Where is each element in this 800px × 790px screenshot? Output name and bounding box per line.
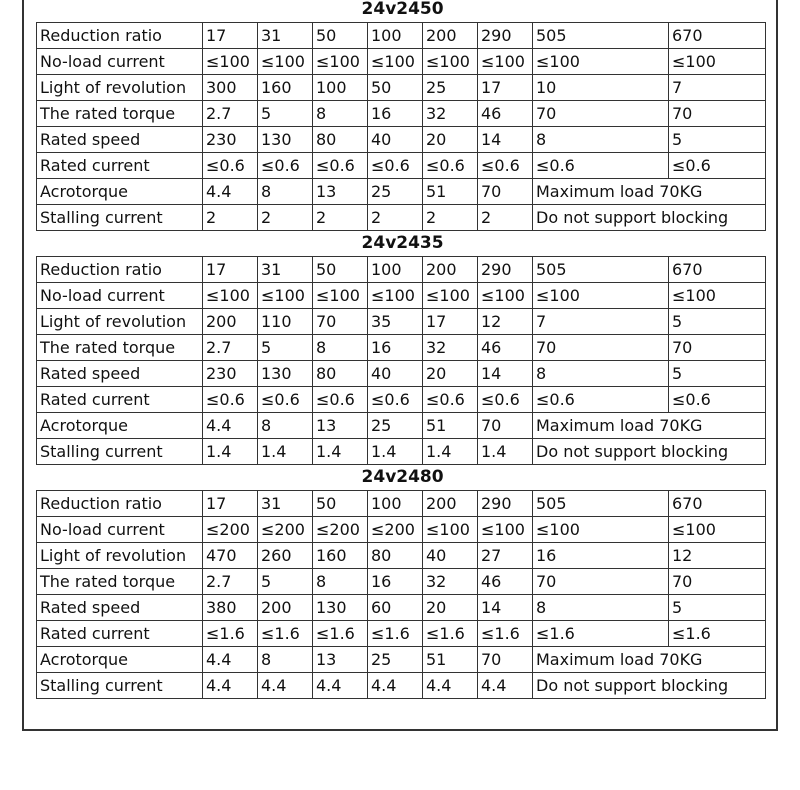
table-cell: 5 xyxy=(669,595,766,621)
table-cell: 5 xyxy=(258,335,313,361)
table-cell: 14 xyxy=(478,361,533,387)
table-cell: ≤100 xyxy=(533,517,669,543)
table-cell: 40 xyxy=(368,127,423,153)
table-cell: 4.4 xyxy=(203,413,258,439)
table-row xyxy=(37,543,766,569)
table-cell: ≤1.6 xyxy=(669,621,766,647)
table-row xyxy=(37,179,766,205)
table-cell: 32 xyxy=(423,569,478,595)
table-cell: 470 xyxy=(203,543,258,569)
table-cell: 70 xyxy=(478,413,533,439)
table-cell: 8 xyxy=(313,569,368,595)
table-row xyxy=(37,23,766,49)
row-label: No-load current xyxy=(37,49,203,75)
table-cell: 12 xyxy=(669,543,766,569)
section-title: 24v2480 xyxy=(37,465,766,491)
table-cell: ≤200 xyxy=(368,517,423,543)
table-row xyxy=(37,647,766,673)
row-note: Maximum load 70KG xyxy=(533,179,766,205)
table-cell: 1.4 xyxy=(423,439,478,465)
table-cell: ≤100 xyxy=(423,49,478,75)
table-cell: 20 xyxy=(423,127,478,153)
table-row xyxy=(37,309,766,335)
table-cell: 16 xyxy=(368,569,423,595)
table-cell: ≤1.6 xyxy=(478,621,533,647)
table-cell: 70 xyxy=(533,569,669,595)
section-title-row xyxy=(37,0,766,23)
table-cell: 27 xyxy=(478,543,533,569)
table-cell: ≤1.6 xyxy=(423,621,478,647)
row-label: Reduction ratio xyxy=(37,257,203,283)
row-note: Do not support blocking xyxy=(533,439,766,465)
table-cell: 8 xyxy=(313,101,368,127)
table-cell: ≤0.6 xyxy=(203,153,258,179)
table-cell: 100 xyxy=(368,491,423,517)
table-cell: ≤100 xyxy=(203,283,258,309)
table-row xyxy=(37,491,766,517)
row-label: Stalling current xyxy=(37,439,203,465)
table-cell: 4.4 xyxy=(258,673,313,699)
table-cell: 380 xyxy=(203,595,258,621)
table-cell: ≤0.6 xyxy=(368,387,423,413)
table-cell: 35 xyxy=(368,309,423,335)
table-row xyxy=(37,127,766,153)
table-cell: ≤1.6 xyxy=(533,621,669,647)
table-cell: 25 xyxy=(368,179,423,205)
table-cell: 1.4 xyxy=(203,439,258,465)
table-cell: 2.7 xyxy=(203,335,258,361)
table-cell: 50 xyxy=(313,491,368,517)
table-cell: 200 xyxy=(423,257,478,283)
row-label: Reduction ratio xyxy=(37,491,203,517)
row-label: Acrotorque xyxy=(37,413,203,439)
row-label: Stalling current xyxy=(37,673,203,699)
table-cell: 31 xyxy=(258,491,313,517)
section-title-row xyxy=(37,465,766,491)
table-cell: 8 xyxy=(313,335,368,361)
table-cell: 2 xyxy=(478,205,533,231)
table-cell: ≤0.6 xyxy=(669,153,766,179)
table-cell: 2 xyxy=(368,205,423,231)
section-title: 24v2435 xyxy=(37,231,766,257)
table-cell: 670 xyxy=(669,491,766,517)
table-row xyxy=(37,101,766,127)
table-cell: 13 xyxy=(313,647,368,673)
table-cell: 14 xyxy=(478,595,533,621)
table-cell: 5 xyxy=(669,361,766,387)
table-cell: ≤1.6 xyxy=(258,621,313,647)
table-cell: 32 xyxy=(423,101,478,127)
row-label: Rated speed xyxy=(37,361,203,387)
table-cell: 17 xyxy=(203,23,258,49)
table-cell: 17 xyxy=(203,491,258,517)
table-cell: 130 xyxy=(258,127,313,153)
table-cell: 70 xyxy=(478,179,533,205)
table-cell: 70 xyxy=(533,101,669,127)
section-title: 24v2450 xyxy=(37,0,766,23)
table-cell: 80 xyxy=(313,361,368,387)
table-cell: 4.4 xyxy=(478,673,533,699)
table-row xyxy=(37,517,766,543)
table-cell: 17 xyxy=(423,309,478,335)
table-cell: ≤1.6 xyxy=(368,621,423,647)
table-cell: ≤0.6 xyxy=(423,153,478,179)
row-label: No-load current xyxy=(37,517,203,543)
table-cell: ≤0.6 xyxy=(478,387,533,413)
table-cell: 25 xyxy=(423,75,478,101)
table-cell: ≤0.6 xyxy=(478,153,533,179)
table-row xyxy=(37,283,766,309)
row-label: Light of revolution xyxy=(37,75,203,101)
table-cell: 20 xyxy=(423,361,478,387)
table-cell: 2.7 xyxy=(203,569,258,595)
table-cell: ≤100 xyxy=(203,49,258,75)
table-cell: 40 xyxy=(368,361,423,387)
table-cell: ≤100 xyxy=(368,49,423,75)
row-label: Rated current xyxy=(37,621,203,647)
table-cell: 31 xyxy=(258,23,313,49)
table-cell: ≤100 xyxy=(533,49,669,75)
table-cell: 4.4 xyxy=(368,673,423,699)
row-label: No-load current xyxy=(37,283,203,309)
table-cell: ≤100 xyxy=(313,283,368,309)
table-cell: 17 xyxy=(478,75,533,101)
table-row xyxy=(37,75,766,101)
table-row xyxy=(37,413,766,439)
table-cell: 46 xyxy=(478,569,533,595)
table-cell: 25 xyxy=(368,413,423,439)
table-cell: 130 xyxy=(258,361,313,387)
table-cell: 2 xyxy=(203,205,258,231)
section-title-row xyxy=(37,231,766,257)
table-cell: 14 xyxy=(478,127,533,153)
table-cell: 51 xyxy=(423,647,478,673)
row-label: Rated speed xyxy=(37,127,203,153)
table-cell: 50 xyxy=(313,23,368,49)
table-cell: 505 xyxy=(533,491,669,517)
table-cell: 50 xyxy=(313,257,368,283)
table-cell: 16 xyxy=(368,335,423,361)
table-cell: 8 xyxy=(258,179,313,205)
table-row xyxy=(37,49,766,75)
table-cell: 4.4 xyxy=(203,179,258,205)
table-cell: ≤0.6 xyxy=(313,153,368,179)
table-cell: ≤100 xyxy=(423,517,478,543)
row-note: Do not support blocking xyxy=(533,673,766,699)
table-cell: ≤0.6 xyxy=(258,153,313,179)
table-cell: 300 xyxy=(203,75,258,101)
table-cell: 1.4 xyxy=(368,439,423,465)
table-cell: 8 xyxy=(258,647,313,673)
table-row xyxy=(37,153,766,179)
table-cell: ≤100 xyxy=(478,517,533,543)
table-cell: 230 xyxy=(203,361,258,387)
table-cell: 2 xyxy=(258,205,313,231)
table-cell: ≤100 xyxy=(423,283,478,309)
table-cell: 1.4 xyxy=(478,439,533,465)
table-cell: 13 xyxy=(313,179,368,205)
row-note: Maximum load 70KG xyxy=(533,413,766,439)
table-cell: 290 xyxy=(478,23,533,49)
table-cell: 8 xyxy=(533,127,669,153)
table-cell: ≤200 xyxy=(313,517,368,543)
table-cell: 7 xyxy=(669,75,766,101)
table-cell: 100 xyxy=(313,75,368,101)
row-label: Rated speed xyxy=(37,595,203,621)
table-row xyxy=(37,387,766,413)
table-cell: ≤100 xyxy=(478,283,533,309)
row-label: The rated torque xyxy=(37,101,203,127)
table-cell: 4.4 xyxy=(203,647,258,673)
table-cell: 32 xyxy=(423,335,478,361)
table-cell: 5 xyxy=(258,569,313,595)
row-label: The rated torque xyxy=(37,335,203,361)
table-cell: 100 xyxy=(368,257,423,283)
table-cell: 25 xyxy=(368,647,423,673)
table-cell: ≤100 xyxy=(258,49,313,75)
table-cell: 50 xyxy=(368,75,423,101)
table-cell: 670 xyxy=(669,257,766,283)
row-label: Light of revolution xyxy=(37,309,203,335)
motor-spec-table xyxy=(36,0,766,699)
table-cell: 20 xyxy=(423,595,478,621)
table-cell: 2 xyxy=(423,205,478,231)
table-cell: 160 xyxy=(313,543,368,569)
table-cell: 8 xyxy=(533,361,669,387)
table-cell: 16 xyxy=(533,543,669,569)
table-row xyxy=(37,257,766,283)
table-cell: ≤0.6 xyxy=(533,153,669,179)
table-cell: ≤100 xyxy=(669,517,766,543)
row-label: Acrotorque xyxy=(37,179,203,205)
table-cell: ≤0.6 xyxy=(423,387,478,413)
row-label: Acrotorque xyxy=(37,647,203,673)
table-cell: ≤100 xyxy=(258,283,313,309)
table-row xyxy=(37,595,766,621)
table-row xyxy=(37,673,766,699)
table-cell: 70 xyxy=(313,309,368,335)
table-cell: 2 xyxy=(313,205,368,231)
table-cell: 17 xyxy=(203,257,258,283)
table-cell: 70 xyxy=(533,335,669,361)
row-note: Do not support blocking xyxy=(533,205,766,231)
table-cell: 46 xyxy=(478,335,533,361)
table-cell: ≤0.6 xyxy=(669,387,766,413)
table-cell: 70 xyxy=(478,647,533,673)
table-row xyxy=(37,361,766,387)
table-cell: 8 xyxy=(258,413,313,439)
table-cell: 51 xyxy=(423,179,478,205)
table-cell: 1.4 xyxy=(258,439,313,465)
table-cell: 160 xyxy=(258,75,313,101)
table-cell: 51 xyxy=(423,413,478,439)
table-cell: ≤0.6 xyxy=(203,387,258,413)
table-cell: ≤100 xyxy=(533,283,669,309)
table-cell: 290 xyxy=(478,491,533,517)
table-cell: 230 xyxy=(203,127,258,153)
table-cell: 70 xyxy=(669,101,766,127)
table-cell: 200 xyxy=(423,491,478,517)
table-cell: ≤0.6 xyxy=(258,387,313,413)
row-label: Rated current xyxy=(37,153,203,179)
table-cell: 1.4 xyxy=(313,439,368,465)
table-cell: 70 xyxy=(669,335,766,361)
table-cell: 505 xyxy=(533,257,669,283)
table-row xyxy=(37,205,766,231)
table-cell: 80 xyxy=(313,127,368,153)
table-cell: 5 xyxy=(669,309,766,335)
table-cell: 31 xyxy=(258,257,313,283)
table-cell: 110 xyxy=(258,309,313,335)
table-cell: 60 xyxy=(368,595,423,621)
table-cell: 130 xyxy=(313,595,368,621)
row-label: Light of revolution xyxy=(37,543,203,569)
table-cell: 260 xyxy=(258,543,313,569)
table-cell: ≤200 xyxy=(203,517,258,543)
table-cell: 2.7 xyxy=(203,101,258,127)
table-cell: 290 xyxy=(478,257,533,283)
table-cell: ≤100 xyxy=(478,49,533,75)
table-cell: 4.4 xyxy=(423,673,478,699)
table-cell: 80 xyxy=(368,543,423,569)
table-cell: 200 xyxy=(258,595,313,621)
table-cell: 4.4 xyxy=(313,673,368,699)
table-cell: ≤0.6 xyxy=(533,387,669,413)
table-cell: ≤1.6 xyxy=(203,621,258,647)
table-cell: 40 xyxy=(423,543,478,569)
table-cell: ≤200 xyxy=(258,517,313,543)
table-cell: 200 xyxy=(423,23,478,49)
table-cell: 5 xyxy=(258,101,313,127)
table-cell: 12 xyxy=(478,309,533,335)
row-label: Rated current xyxy=(37,387,203,413)
table-row xyxy=(37,621,766,647)
row-label: Stalling current xyxy=(37,205,203,231)
table-cell: 16 xyxy=(368,101,423,127)
table-cell: 670 xyxy=(669,23,766,49)
row-label: The rated torque xyxy=(37,569,203,595)
table-cell: ≤100 xyxy=(313,49,368,75)
table-cell: 8 xyxy=(533,595,669,621)
row-note: Maximum load 70KG xyxy=(533,647,766,673)
table-cell: 7 xyxy=(533,309,669,335)
table-cell: ≤0.6 xyxy=(313,387,368,413)
table-cell: 46 xyxy=(478,101,533,127)
table-cell: ≤100 xyxy=(368,283,423,309)
row-label: Reduction ratio xyxy=(37,23,203,49)
table-cell: 13 xyxy=(313,413,368,439)
table-cell: 4.4 xyxy=(203,673,258,699)
table-cell: 10 xyxy=(533,75,669,101)
table-cell: ≤100 xyxy=(669,283,766,309)
table-cell: 70 xyxy=(669,569,766,595)
table-cell: 5 xyxy=(669,127,766,153)
table-cell: 505 xyxy=(533,23,669,49)
table-row xyxy=(37,569,766,595)
table-cell: ≤1.6 xyxy=(313,621,368,647)
table-cell: ≤100 xyxy=(669,49,766,75)
table-cell: ≤0.6 xyxy=(368,153,423,179)
table-cell: 100 xyxy=(368,23,423,49)
table-cell: 200 xyxy=(203,309,258,335)
table-row xyxy=(37,439,766,465)
table-row xyxy=(37,335,766,361)
